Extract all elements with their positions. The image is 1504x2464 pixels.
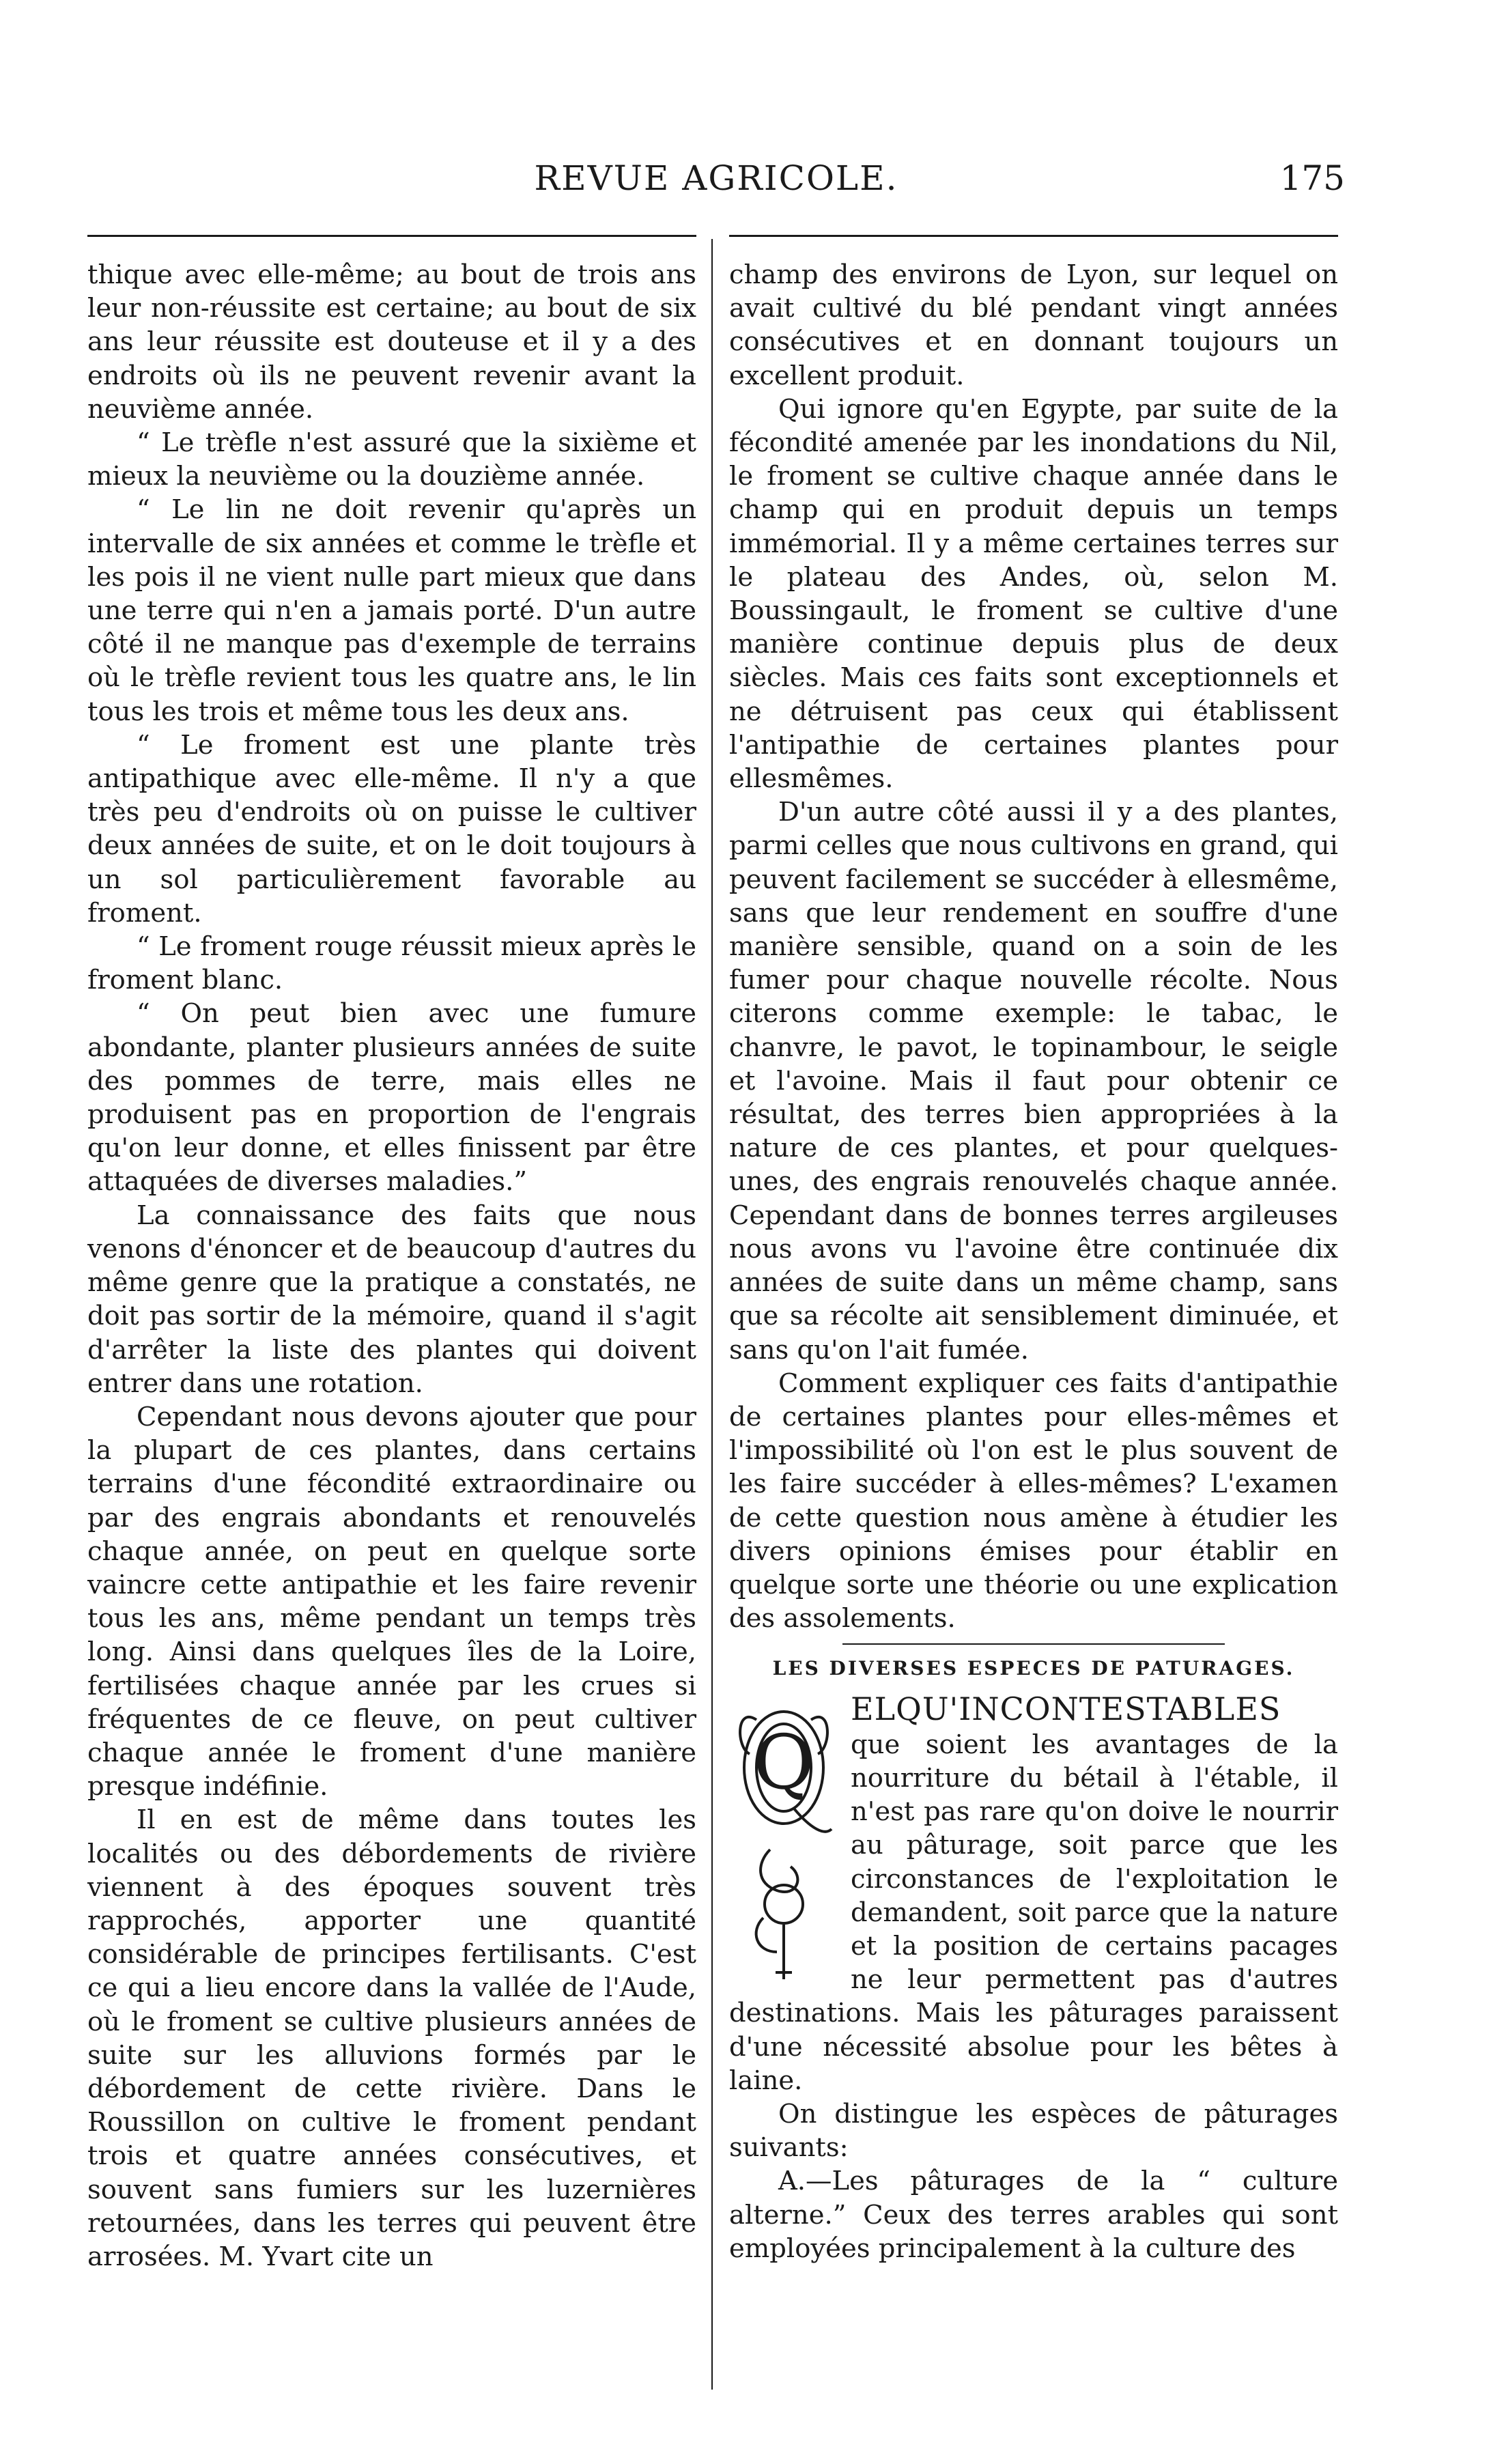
- paragraph: Cependant nous devons ajouter que pour la plupart de ces plantes, dans certains terrains d'une fécondité extraordinaire ou par des engrais abondants et renouvelés chaque année, on peut en quelque sorte vaincre cette antipathie et les faire revenir tous les ans, même pendant un temps très long. Ainsi dans quelques îles de la Loire, fertilisées chaque année par les crues si fréquentes de ce fleuve, on peut cultiver chaque année le froment d'une manière presque indéfinie.: [87, 1401, 696, 1802]
- paragraph: “ Le trèfle n'est assuré que la sixième et mieux la neuvième ou la douzième année.: [87, 427, 696, 492]
- paragraph: Il en est de même dans toutes les localités ou des débordements de rivière viennent à des époques souvent très rapprochés, apporter une quantité considérable de principes fertilisants. C'est ce qui a lieu encore dans la vallée de l'Aude, où le froment se cultive plusieurs années de suite sur les alluvions formés par le débordement de cette rivière. Dans le Roussillon on cultive le froment pendant trois et quatre années consécutives, et souvent sans fumiers sur les luzernières retournées, dans les terres qui peuvent être arrosées. M. Yvart cite un: [87, 1804, 696, 2272]
- paragraph: A.—Les pâturages de la “ culture alterne.” Ceux des terres arables qui sont employées principalement à la culture des: [729, 2166, 1338, 2264]
- lead-caps: ELQU'INCONTESTABLES: [851, 1690, 1281, 1727]
- header-rule-left: [87, 235, 696, 237]
- header-rule-right: [729, 235, 1338, 237]
- section-divider: [842, 1643, 1225, 1645]
- ornamental-initial: [729, 1693, 838, 1993]
- paragraph: D'un autre côté aussi il y a des plantes, parmi celles que nous cultivons en grand, qui peuvent facilement se succéder à ellesmême, sans que leur rendement en souffre d'une manière sensible, quand on a soin de les fumer pour chaque nouvelle récolte. Nous citerons comme exemple: le tabac, le chanvre, le pavot, le topinambour, le seigle et l'avoine. Mais il faut pour obtenir ce résultat, des terres bien appropriées à la nature de ces plantes, et pour quelques-unes, des engrais renouvelés chaque année. Cependant dans de bonnes terres argileuses nous avons vu l'avoine être continuée dix années de suite dans un même champ, sans que sa récolte ait sensiblement diminuée, et sans qu'on l'ait fumée.: [729, 797, 1338, 1365]
- ornamental-q-icon: [729, 1693, 838, 1993]
- paragraph: Comment expliquer ces faits d'antipathie de certaines plantes pour elles-mêmes et l'impossibilité où l'on est le plus souvent de les faire succéder à elles-mêmes? L'examen de cette question nous amène à étudier les divers opinions émises pour établir en quelque sorte une théorie ou une explication des assolements.: [729, 1368, 1338, 1634]
- section-opening: [729, 1690, 1338, 2097]
- paragraph: “ Le froment rouge réussit mieux après le froment blanc.: [87, 931, 696, 996]
- page-header: [87, 158, 1345, 206]
- paragraph: “ Le froment est une plante très antipathique avec elle-même. Il n'y a que très peu d'endroits où on puisse le cultiver deux années de suite, et on le doit toujours à un sol particulièrement favorable au froment.: [87, 729, 696, 929]
- paragraph: La connaissance des faits que nous venons d'énoncer et de beaucoup d'autres du même genre que la pratique a constatés, ne doit pas sortir de la mémoire, quand il s'agit d'arrêter la liste des plantes qui doivent entrer dans une rotation.: [87, 1200, 696, 1399]
- column-divider: [711, 239, 713, 2390]
- paragraph: champ des environs de Lyon, sur lequel on avait cultivé du blé pendant vingt années consécutives et en donnant toujours un excellent produit.: [729, 259, 1338, 391]
- section-heading: LES DIVERSES ESPECES DE PATURAGES.: [772, 1657, 1295, 1680]
- running-title: REVUE AGRICOLE.: [534, 158, 898, 198]
- paragraph: “ On peut bien avec une fumure abondante, planter plusieurs années de suite des pommes de terre, mais elles ne produisent pas en proportion de l'engrais qu'on leur donne, et elles finissent par être attaquées de diverses maladies.”: [87, 998, 696, 1198]
- lead-text: que soient les avantages de la nourriture du bétail à l'étable, il n'est pas rare qu'on doive le nourrir au pâturage, soit parce que les circonstances de l'exploitation le demandent, soit parce que la nature et la position de certains pacages ne leur permettent pas d'autres destinations. Mais les pâturages paraissent d'une nécessité absolue pour les bêtes à laine.: [729, 1729, 1338, 2096]
- right-column: [729, 258, 1338, 2265]
- initial-letter: Q: [752, 1718, 815, 1806]
- paragraph: “ Le lin ne doit revenir qu'après un intervalle de six années et comme le trèfle et les pois il ne vient nulle part mieux que dans une terre qui n'en a jamais porté. D'un autre côté il ne manque pas d'exemple de terrains où le trèfle revient tous les quatre ans, le lin tous les trois et même tous les deux ans.: [87, 494, 696, 727]
- page-number: 175: [1279, 158, 1345, 198]
- left-column: [87, 258, 696, 2274]
- paragraph: On distingue les espèces de pâturages suivants:: [729, 2098, 1338, 2164]
- paragraph: thique avec elle-même; au bout de trois ans leur non-réussite est certaine; au bout de six ans leur réussite est douteuse et il y a des endroits où ils ne peuvent revenir avant la neuvième année.: [87, 259, 696, 425]
- paragraph: Qui ignore qu'en Egypte, par suite de la fécondité amenée par les inondations du Nil, le froment se cultive chaque année dans le champ qui en produit depuis un temps immémorial. Il y a même certaines terres sur le plateau des Andes, où, selon M. Boussingault, le froment se cultive d'une manière continue depuis plus de deux siècles. Mais ces faits sont exceptionnels et ne détruisent pas ceux qui établissent l'antipathie de certaines plantes pour ellesmêmes.: [729, 393, 1338, 795]
